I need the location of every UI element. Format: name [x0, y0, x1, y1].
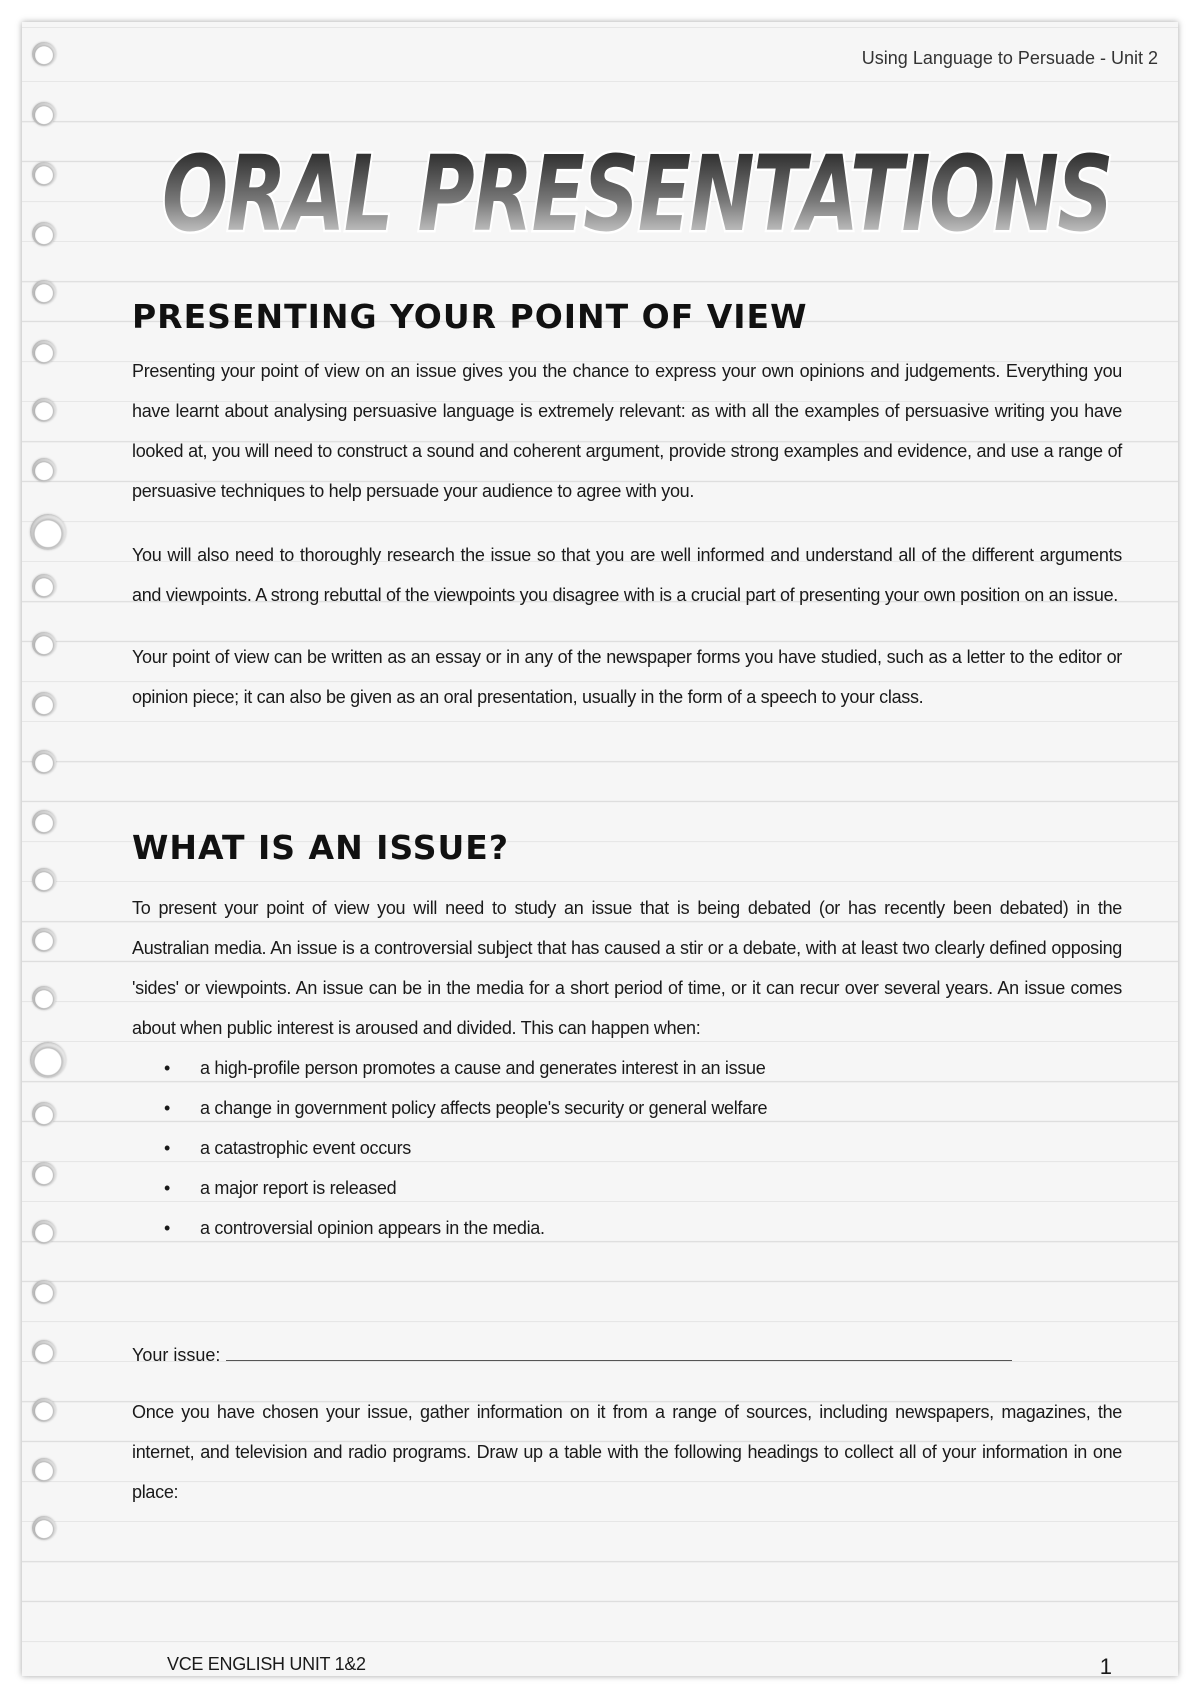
- paragraph: Presenting your point of view on an issue gives you the chance to express your own opinions and judgements. Everything you have learnt about analysing persuasive language is extremely relevant: as with all the examples of persuasive writing you have looked at, you will need to construct a sound and coherent argument, provide strong examples and evidence, and use a range of persuasive techniques to help persuade your audience to agree with you.: [132, 361, 1122, 501]
- section-heading-what-is-an-issue: WHAT IS AN ISSUE?: [132, 828, 509, 867]
- paragraph: Once you have chosen your issue, gather information on it from a range of sources, including newspapers, magazines, the internet, and television and radio programs. Draw up a table with the following headings to collect all of your information in one place:: [132, 1402, 1122, 1502]
- footer-course: VCE ENGLISH UNIT 1&2: [167, 1654, 366, 1674]
- list-item: • a major report is released: [200, 1168, 1122, 1208]
- page-number: 1: [1099, 1654, 1112, 1679]
- binder-hole-icon: [32, 1398, 56, 1422]
- binder-hole-icon: [32, 1340, 56, 1364]
- binder-hole-icon: [32, 986, 56, 1010]
- title-text: ORAL PRESENTATIONS: [162, 133, 1112, 255]
- binder-hole-icon: [32, 1516, 56, 1540]
- notebook-page: [22, 22, 1178, 1679]
- binder-hole-icon: [32, 42, 56, 66]
- title-graphic: [147, 132, 1127, 262]
- running-head: Using Language to Persuade - Unit 2: [861, 48, 1158, 68]
- binder-hole-icon: [32, 810, 56, 834]
- section-heading-point-of-view: PRESENTING YOUR POINT OF VIEW: [132, 297, 808, 336]
- binder-hole-icon: [32, 458, 56, 482]
- bullet-list: [132, 1048, 1122, 1248]
- section-issue-body: [132, 888, 1122, 1248]
- paragraph: Your point of view can be written as an essay or in any of the newspaper forms you have studied, such as a letter to the editor or opinion piece; it can also be given as an oral presentation, usually in the form of a speech to your class.: [132, 647, 1122, 707]
- list-item: • a change in government policy affects people's security or general welfare: [200, 1088, 1122, 1128]
- list-item: • a controversial opinion appears in the media.: [200, 1208, 1122, 1248]
- paragraph: You will also need to thoroughly research the issue so that you are well informed and understand all of the different arguments and viewpoints. A strong rebuttal of the viewpoints you disagree with is a crucial part of presenting your own position on an issue.: [132, 545, 1122, 605]
- binder-hole-icon: [32, 280, 56, 304]
- section-closing: [132, 1392, 1122, 1512]
- issue-fill-in: [132, 1342, 1012, 1366]
- binder-rings: [22, 22, 102, 1676]
- issue-answer-line[interactable]: [226, 1342, 1012, 1361]
- list-item: • a high-profile person promotes a cause and generates interest in an issue: [200, 1048, 1122, 1088]
- binder-hole-icon: [32, 1220, 56, 1244]
- binder-hole-icon: [30, 1042, 66, 1078]
- binder-hole-icon: [32, 750, 56, 774]
- binder-hole-icon: [32, 1280, 56, 1304]
- binder-hole-icon: [30, 514, 66, 550]
- binder-hole-icon: [32, 222, 56, 246]
- page-title: [147, 132, 1127, 262]
- binder-hole-icon: [32, 1458, 56, 1482]
- paragraph: To present your point of view you will need to study an issue that is being debated (or has recently been debated) in the Australian media. An issue is a controversial subject that has caused a stir or a debate, with at least two clearly defined opposing 'sides' or viewpoints. An issue can be in the media for a short period of time, or it can recur over several years. An issue comes about when public interest is aroused and divided. This can happen when:: [132, 898, 1122, 1038]
- binder-hole-icon: [32, 398, 56, 422]
- binder-hole-icon: [32, 692, 56, 716]
- list-item: • a catastrophic event occurs: [200, 1128, 1122, 1168]
- binder-hole-icon: [32, 1102, 56, 1126]
- binder-hole-icon: [32, 102, 56, 126]
- binder-hole-icon: [32, 574, 56, 598]
- binder-hole-icon: [32, 928, 56, 952]
- binder-hole-icon: [32, 632, 56, 656]
- binder-hole-icon: [32, 340, 56, 364]
- issue-label: Your issue:: [132, 1345, 221, 1365]
- section-point-of-view-body: [132, 351, 1122, 717]
- binder-hole-icon: [32, 868, 56, 892]
- binder-hole-icon: [32, 1162, 56, 1186]
- binder-hole-icon: [32, 162, 56, 186]
